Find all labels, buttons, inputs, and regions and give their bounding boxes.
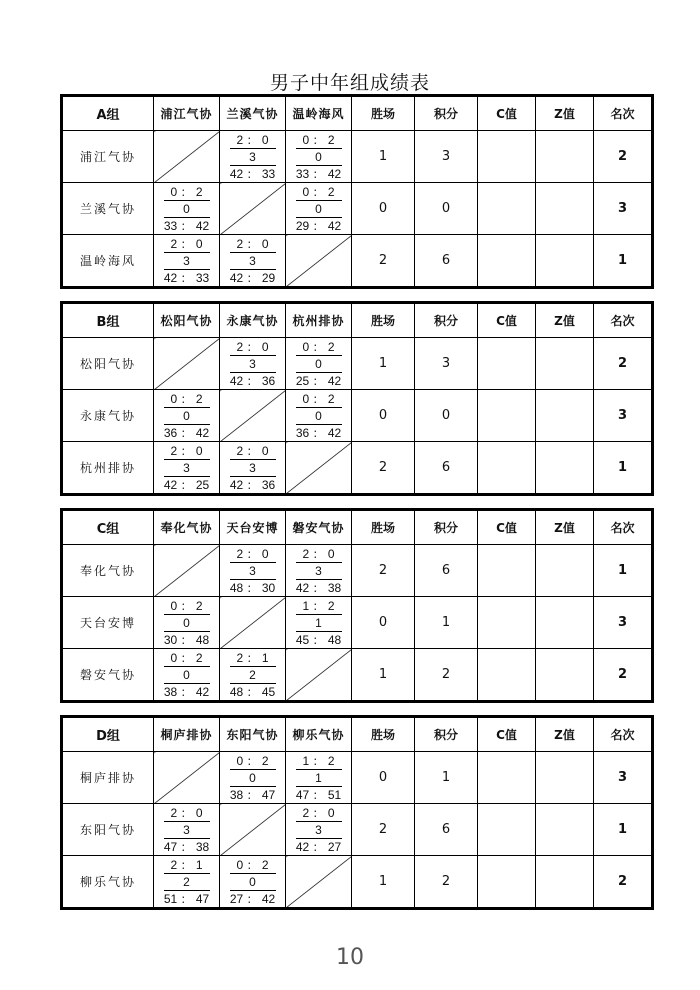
points-header: 积分 [415,510,478,545]
rank-header: 名次 [594,717,653,752]
team-row-name: 桐庐排协 [62,752,154,804]
match-result-cell [154,183,220,235]
set-score: 1 ： 2 [296,598,342,615]
self-match-cell [220,597,286,649]
rally-points: 27 ： 42 [229,891,276,906]
set-score: 2 ： 0 [164,805,210,822]
rally-points: 42 ： 33 [163,270,210,285]
team-column-header: 磐安气协 [286,510,352,545]
group-name: C组 [62,510,154,545]
c-value [478,131,536,183]
self-match-cell [154,131,220,183]
match-points: 3 [164,460,210,477]
c-value [478,235,536,288]
points-value: 2 [415,856,478,909]
rank-value: 1 [594,545,653,597]
team-row-name: 天台安博 [62,597,154,649]
set-score: 2 ： 1 [230,650,276,667]
table-row [62,804,653,856]
match-result-cell [286,804,352,856]
set-score: 0 ： 2 [296,132,342,149]
table-row [62,338,653,390]
team-column-header: 杭州排协 [286,303,352,338]
wins-value: 1 [352,338,415,390]
points-value: 6 [415,442,478,495]
set-score: 2 ： 0 [230,546,276,563]
rally-points: 51 ： 47 [163,891,210,906]
table-row [62,856,653,909]
rally-points: 42 ： 29 [229,270,276,285]
points-value: 1 [415,597,478,649]
match-result-cell [286,752,352,804]
team-column-header: 桐庐排协 [154,717,220,752]
z-value [536,856,594,909]
c-value [478,183,536,235]
rally-points: 42 ： 33 [229,166,276,181]
rally-points: 45 ： 48 [295,632,342,647]
wins-value: 1 [352,131,415,183]
table-row [62,131,653,183]
team-row-name: 奉化气协 [62,545,154,597]
match-points: 3 [230,356,276,373]
set-score: 0 ： 2 [164,598,210,615]
match-points: 0 [164,615,210,632]
match-result-cell [154,856,220,909]
wins-header: 胜场 [352,303,415,338]
self-match-cell [154,545,220,597]
self-match-cell [286,856,352,909]
match-points: 0 [296,201,342,218]
z-value [536,597,594,649]
match-result-cell [220,856,286,909]
points-value: 1 [415,752,478,804]
team-column-header: 温岭海风 [286,96,352,131]
table-row [62,545,653,597]
z-value [536,649,594,702]
header-row [62,303,653,338]
z-value [536,131,594,183]
points-value: 3 [415,338,478,390]
rally-points: 38 ： 47 [229,787,276,802]
match-result-cell [154,442,220,495]
match-result-cell [286,183,352,235]
rally-points: 42 ： 36 [229,373,276,388]
match-points: 3 [230,563,276,580]
z-header: Z值 [536,510,594,545]
c-value [478,442,536,495]
z-value [536,183,594,235]
group-table [60,715,654,910]
z-value [536,545,594,597]
points-value: 3 [415,131,478,183]
z-value [536,804,594,856]
team-column-header: 东阳气协 [220,717,286,752]
set-score: 2 ： 0 [230,443,276,460]
team-column-header: 柳乐气协 [286,717,352,752]
wins-header: 胜场 [352,510,415,545]
match-points: 1 [296,615,342,632]
match-result-cell [220,131,286,183]
match-points: 0 [164,201,210,218]
set-score: 2 ： 1 [164,857,210,874]
match-result-cell [286,338,352,390]
wins-value: 0 [352,752,415,804]
match-result-cell [154,804,220,856]
z-value [536,442,594,495]
c-value [478,545,536,597]
team-row-name: 浦江气协 [62,131,154,183]
page-title: 男子中年组成绩表 [269,72,430,94]
z-value [536,752,594,804]
rally-points: 38 ： 42 [163,684,210,699]
z-value [536,390,594,442]
rally-points: 30 ： 48 [163,632,210,647]
header-row [62,96,653,131]
rally-points: 42 ： 27 [295,839,342,854]
match-result-cell [286,545,352,597]
team-column-header: 兰溪气协 [220,96,286,131]
points-header: 积分 [415,96,478,131]
rank-value: 1 [594,804,653,856]
rally-points: 42 ： 36 [229,477,276,492]
set-score: 0 ： 2 [296,391,342,408]
z-value [536,235,594,288]
rally-points: 29 ： 42 [295,218,342,233]
self-match-cell [154,752,220,804]
points-value: 6 [415,235,478,288]
set-score: 0 ： 2 [164,650,210,667]
self-match-cell [286,649,352,702]
rally-points: 47 ： 51 [295,787,342,802]
group-name: D组 [62,717,154,752]
z-header: Z值 [536,717,594,752]
match-result-cell [154,235,220,288]
team-column-header: 浦江气协 [154,96,220,131]
team-row-name: 杭州排协 [62,442,154,495]
team-row-name: 永康气协 [62,390,154,442]
points-value: 2 [415,649,478,702]
rally-points: 33 ： 42 [163,218,210,233]
match-result-cell [220,752,286,804]
set-score: 2 ： 0 [230,236,276,253]
self-match-cell [286,442,352,495]
match-result-cell [220,442,286,495]
rank-header: 名次 [594,510,653,545]
match-result-cell [154,390,220,442]
set-score: 0 ： 2 [164,184,210,201]
rally-points: 25 ： 42 [295,373,342,388]
points-value: 0 [415,390,478,442]
match-points: 0 [230,770,276,787]
team-row-name: 柳乐气协 [62,856,154,909]
set-score: 0 ： 2 [296,184,342,201]
team-row-name: 磐安气协 [62,649,154,702]
match-points: 3 [164,822,210,839]
self-match-cell [220,183,286,235]
set-score: 2 ： 0 [230,132,276,149]
z-header: Z值 [536,303,594,338]
rank-value: 2 [594,131,653,183]
z-value [536,338,594,390]
table-row [62,752,653,804]
c-value [478,597,536,649]
set-score: 0 ： 2 [164,391,210,408]
wins-value: 2 [352,442,415,495]
self-match-cell [286,235,352,288]
page-number: 10 [336,945,364,970]
match-points: 3 [230,253,276,270]
set-score: 2 ： 0 [296,546,342,563]
rank-value: 1 [594,235,653,288]
c-value [478,338,536,390]
team-column-header: 松阳气协 [154,303,220,338]
rally-points: 47 ： 38 [163,839,210,854]
set-score: 0 ： 2 [230,753,276,770]
rank-header: 名次 [594,96,653,131]
table-row [62,442,653,495]
c-value [478,856,536,909]
team-column-header: 天台安博 [220,510,286,545]
match-result-cell [220,545,286,597]
match-points: 1 [296,770,342,787]
team-row-name: 东阳气协 [62,804,154,856]
rally-points: 36 ： 42 [163,425,210,440]
match-points: 3 [296,563,342,580]
points-value: 6 [415,804,478,856]
wins-header: 胜场 [352,717,415,752]
wins-value: 2 [352,545,415,597]
match-points: 3 [296,822,342,839]
z-header: Z值 [536,96,594,131]
table-row [62,649,653,702]
wins-value: 2 [352,235,415,288]
match-points: 0 [164,408,210,425]
match-points: 0 [296,149,342,166]
points-value: 0 [415,183,478,235]
c-value [478,752,536,804]
match-points: 3 [164,253,210,270]
self-match-cell [154,338,220,390]
c-value [478,390,536,442]
points-header: 积分 [415,303,478,338]
c-value [478,649,536,702]
match-result-cell [220,649,286,702]
match-result-cell [154,649,220,702]
wins-value: 1 [352,649,415,702]
group-table [60,508,654,703]
match-result-cell [286,131,352,183]
wins-header: 胜场 [352,96,415,131]
set-score: 1 ： 2 [296,753,342,770]
header-row [62,717,653,752]
rally-points: 36 ： 42 [295,425,342,440]
self-match-cell [220,804,286,856]
team-column-header: 永康气协 [220,303,286,338]
rally-points: 42 ： 25 [163,477,210,492]
match-result-cell [220,235,286,288]
c-header: C值 [478,510,536,545]
table-row [62,235,653,288]
group-name: A组 [62,96,154,131]
group-table [60,301,654,496]
table-row [62,390,653,442]
team-column-header: 奉化气协 [154,510,220,545]
table-row [62,183,653,235]
rank-value: 2 [594,649,653,702]
points-value: 6 [415,545,478,597]
set-score: 0 ： 2 [230,857,276,874]
set-score: 0 ： 2 [296,339,342,356]
rank-value: 1 [594,442,653,495]
rank-value: 2 [594,856,653,909]
c-header: C值 [478,717,536,752]
wins-value: 2 [352,804,415,856]
c-header: C值 [478,303,536,338]
team-row-name: 温岭海风 [62,235,154,288]
points-header: 积分 [415,717,478,752]
rank-header: 名次 [594,303,653,338]
match-points: 2 [164,874,210,891]
match-result-cell [286,597,352,649]
self-match-cell [220,390,286,442]
rank-value: 3 [594,597,653,649]
wins-value: 0 [352,183,415,235]
match-result-cell [154,597,220,649]
match-points: 2 [230,667,276,684]
rally-points: 48 ： 45 [229,684,276,699]
match-result-cell [220,338,286,390]
rank-value: 3 [594,183,653,235]
wins-value: 1 [352,856,415,909]
match-points: 0 [164,667,210,684]
group-name: B组 [62,303,154,338]
c-header: C值 [478,96,536,131]
match-points: 0 [296,408,342,425]
table-row [62,597,653,649]
rank-value: 2 [594,338,653,390]
c-value [478,804,536,856]
rally-points: 33 ： 42 [295,166,342,181]
rank-value: 3 [594,390,653,442]
match-points: 0 [296,356,342,373]
header-row [62,510,653,545]
set-score: 2 ： 0 [164,443,210,460]
team-row-name: 兰溪气协 [62,183,154,235]
wins-value: 0 [352,597,415,649]
set-score: 2 ： 0 [230,339,276,356]
set-score: 2 ： 0 [296,805,342,822]
wins-value: 0 [352,390,415,442]
match-result-cell [286,390,352,442]
team-row-name: 松阳气协 [62,338,154,390]
rally-points: 42 ： 38 [295,580,342,595]
rally-points: 48 ： 30 [229,580,276,595]
set-score: 2 ： 0 [164,236,210,253]
group-table [60,94,654,289]
match-points: 0 [230,874,276,891]
match-points: 3 [230,460,276,477]
rank-value: 3 [594,752,653,804]
match-points: 3 [230,149,276,166]
